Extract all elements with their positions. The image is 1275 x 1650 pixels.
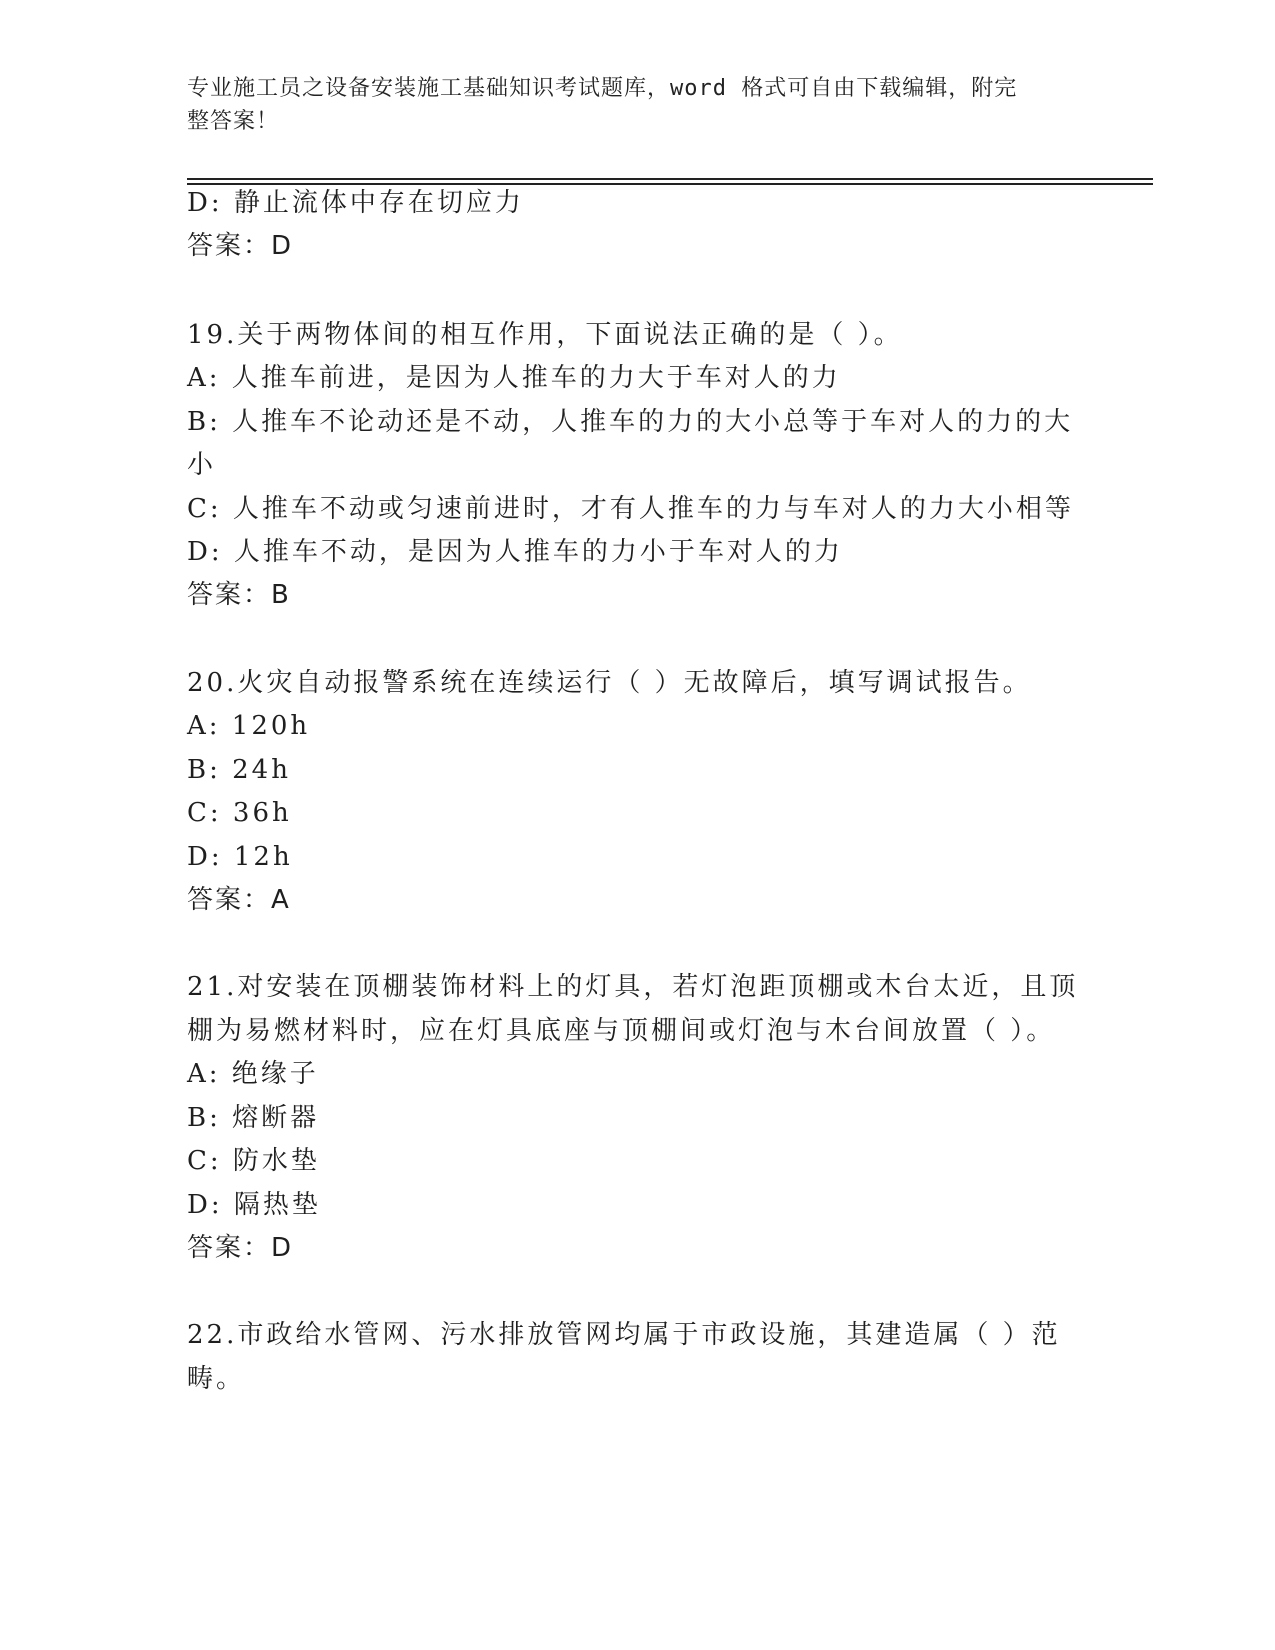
q19-option-d: D: 人推车不动，是因为人推车的力小于车对人的力 xyxy=(187,537,843,567)
header-divider-bottom xyxy=(187,183,1153,185)
q20-option-a: A: 120h xyxy=(187,711,311,741)
q21-stem-wrap: 棚为易燃材料时，应在灯具底座与顶棚间或灯泡与木台间放置（ ）。 xyxy=(187,1016,1056,1046)
q21-option-d: D: 隔热垫 xyxy=(187,1190,321,1220)
q21-option-b: B: 熔断器 xyxy=(187,1103,320,1133)
q21-option-c: C: 防水垫 xyxy=(187,1146,320,1176)
q20-option-c: C: 36h xyxy=(187,798,292,828)
q19-option-b: B: 人推车不论动还是不动，人推车的力的大小总等于车对人的力的大 xyxy=(187,407,1074,437)
q22-stem-wrap: 畴。 xyxy=(187,1364,246,1394)
q20-option-d: D: 12h xyxy=(187,842,293,872)
q19-option-c: C: 人推车不动或匀速前进时，才有人推车的力与车对人的力大小相等 xyxy=(187,494,1074,524)
q20-option-b: B: 24h xyxy=(187,755,291,785)
q21-stem: 21.对安装在顶棚装饰材料上的灯具，若灯泡距顶棚或木台太近，且顶 xyxy=(187,972,1079,1002)
q22-stem: 22.市政给水管网、污水排放管网均属于市政设施，其建造属（ ）范 xyxy=(187,1320,1061,1350)
q19-answer: 答案：B xyxy=(187,580,291,610)
q21-answer: 答案：D xyxy=(187,1233,294,1263)
header-line-2: 整答案！ xyxy=(187,109,280,134)
q21-option-a: A: 绝缘子 xyxy=(187,1059,319,1089)
document-header xyxy=(187,72,1067,138)
q20-stem: 20.火灾自动报警系统在连续运行（ ）无故障后，填写调试报告。 xyxy=(187,668,1032,698)
q20-answer: 答案：A xyxy=(187,885,291,915)
header-line-1: 专业施工员之设备安装施工基础知识考试题库，word 格式可自由下载编辑，附完 xyxy=(187,76,1018,101)
header-divider-top xyxy=(187,178,1153,180)
q19-option-b-wrap: 小 xyxy=(187,450,217,480)
q19-stem: 19.关于两物体间的相互作用，下面说法正确的是（ ）。 xyxy=(187,320,903,350)
q18-answer: 答案：D xyxy=(187,231,294,261)
q19-option-a: A: 人推车前进，是因为人推车的力大于车对人的力 xyxy=(187,363,841,393)
q18-option-d: D: 静止流体中存在切应力 xyxy=(187,188,524,218)
